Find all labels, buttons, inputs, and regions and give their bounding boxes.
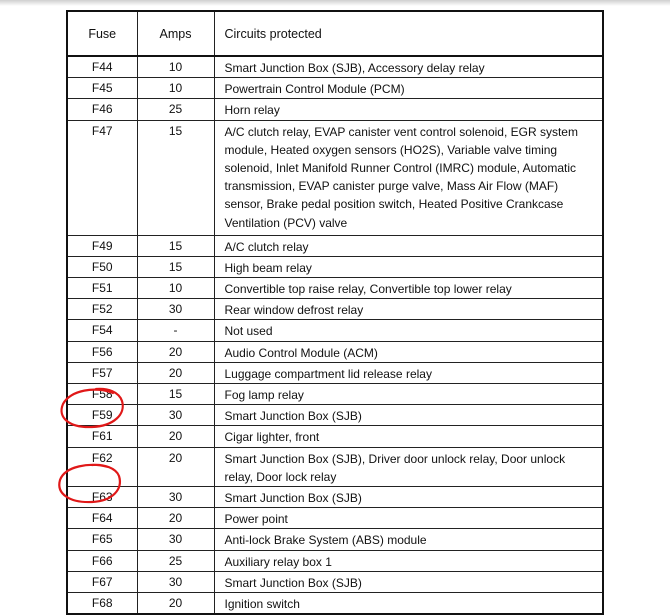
amps-cell: 25 <box>137 99 214 120</box>
amps-cell: 30 <box>137 405 214 426</box>
table-row <box>67 447 603 486</box>
amps-cell: 10 <box>137 278 214 299</box>
fuse-cell: F54 <box>67 320 137 341</box>
fuse-cell: F47 <box>67 120 137 235</box>
fuse-cell: F44 <box>67 56 137 78</box>
amps-cell: 30 <box>137 487 214 508</box>
amps-cell: 20 <box>137 426 214 447</box>
fuse-cell: F68 <box>67 593 137 615</box>
amps-cell: 30 <box>137 571 214 592</box>
table-row <box>67 362 603 383</box>
circuits-cell: A/C clutch relay, EVAP canister vent control solenoid, EGR system module, Heated oxygen sensors (HO2S), Variable valve timing solenoid, Inlet Manifold Runner Control (IMRC) module, Automatic transmission, EVAP canister purge valve, Mass Air Flow (MAF) sensor, Brake pedal position switch, Heated Positive Crankcase Ventilation (PCV) valve <box>214 120 603 235</box>
circuits-cell: Smart Junction Box (SJB) <box>214 571 603 592</box>
amps-cell: 30 <box>137 299 214 320</box>
fuse-cell: F46 <box>67 99 137 120</box>
circuits-cell: Fog lamp relay <box>214 384 603 405</box>
amps-cell: 20 <box>137 341 214 362</box>
table-header-row <box>67 11 603 56</box>
amps-cell: 10 <box>137 78 214 99</box>
fuse-cell: F65 <box>67 529 137 550</box>
fuse-cell: F51 <box>67 278 137 299</box>
fuse-cell: F62 <box>67 447 137 486</box>
amps-cell: 20 <box>137 447 214 486</box>
circuits-cell: Horn relay <box>214 99 603 120</box>
fuse-cell: F50 <box>67 256 137 277</box>
amps-cell: 10 <box>137 56 214 78</box>
amps-cell: 20 <box>137 508 214 529</box>
circuits-cell: Convertible top raise relay, Convertible top lower relay <box>214 278 603 299</box>
amps-cell: 25 <box>137 550 214 571</box>
table-row <box>67 508 603 529</box>
fuse-cell: F61 <box>67 426 137 447</box>
amps-cell: 15 <box>137 384 214 405</box>
table-row <box>67 256 603 277</box>
table-row <box>67 278 603 299</box>
table-row <box>67 235 603 256</box>
table-row <box>67 426 603 447</box>
table-row <box>67 320 603 341</box>
fuse-table <box>66 10 604 615</box>
table-row <box>67 120 603 235</box>
amps-cell: 15 <box>137 256 214 277</box>
table-row <box>67 78 603 99</box>
column-header-fuse: Fuse <box>67 11 137 56</box>
table-row <box>67 341 603 362</box>
table-row <box>67 487 603 508</box>
table-row <box>67 384 603 405</box>
fuse-cell: F63 <box>67 487 137 508</box>
circuits-cell: Smart Junction Box (SJB), Driver door unlock relay, Door unlock relay, Door lock relay <box>214 447 603 486</box>
circuits-cell: Smart Junction Box (SJB) <box>214 487 603 508</box>
fuse-cell: F49 <box>67 235 137 256</box>
circuits-cell: A/C clutch relay <box>214 235 603 256</box>
top-edge-shadow <box>0 0 670 6</box>
amps-cell: 20 <box>137 362 214 383</box>
column-header-amps: Amps <box>137 11 214 56</box>
table-row <box>67 405 603 426</box>
table-row <box>67 571 603 592</box>
fuse-cell: F67 <box>67 571 137 592</box>
fuse-table-container <box>66 10 602 615</box>
circuits-cell: Smart Junction Box (SJB), Accessory delay relay <box>214 56 603 78</box>
table-row <box>67 529 603 550</box>
amps-cell: 15 <box>137 235 214 256</box>
fuse-cell: F56 <box>67 341 137 362</box>
circuits-cell: Anti-lock Brake System (ABS) module <box>214 529 603 550</box>
fuse-cell: F66 <box>67 550 137 571</box>
amps-cell: 15 <box>137 120 214 235</box>
circuits-cell: Power point <box>214 508 603 529</box>
circuits-cell: Auxiliary relay box 1 <box>214 550 603 571</box>
circuits-cell: Smart Junction Box (SJB) <box>214 405 603 426</box>
table-row <box>67 56 603 78</box>
fuse-cell: F59 <box>67 405 137 426</box>
circuits-cell: Luggage compartment lid release relay <box>214 362 603 383</box>
fuse-cell: F57 <box>67 362 137 383</box>
circuits-cell: Not used <box>214 320 603 341</box>
fuse-cell: F58 <box>67 384 137 405</box>
column-header-circuits: Circuits protected <box>214 11 603 56</box>
fuse-cell: F45 <box>67 78 137 99</box>
amps-cell: 20 <box>137 593 214 615</box>
table-row <box>67 550 603 571</box>
circuits-cell: Audio Control Module (ACM) <box>214 341 603 362</box>
table-row <box>67 299 603 320</box>
circuits-cell: High beam relay <box>214 256 603 277</box>
circuits-cell: Cigar lighter, front <box>214 426 603 447</box>
amps-cell: - <box>137 320 214 341</box>
fuse-cell: F52 <box>67 299 137 320</box>
table-row <box>67 593 603 615</box>
amps-cell: 30 <box>137 529 214 550</box>
fuse-cell: F64 <box>67 508 137 529</box>
circuits-cell: Ignition switch <box>214 593 603 615</box>
circuits-cell: Powertrain Control Module (PCM) <box>214 78 603 99</box>
circuits-cell: Rear window defrost relay <box>214 299 603 320</box>
table-row <box>67 99 603 120</box>
